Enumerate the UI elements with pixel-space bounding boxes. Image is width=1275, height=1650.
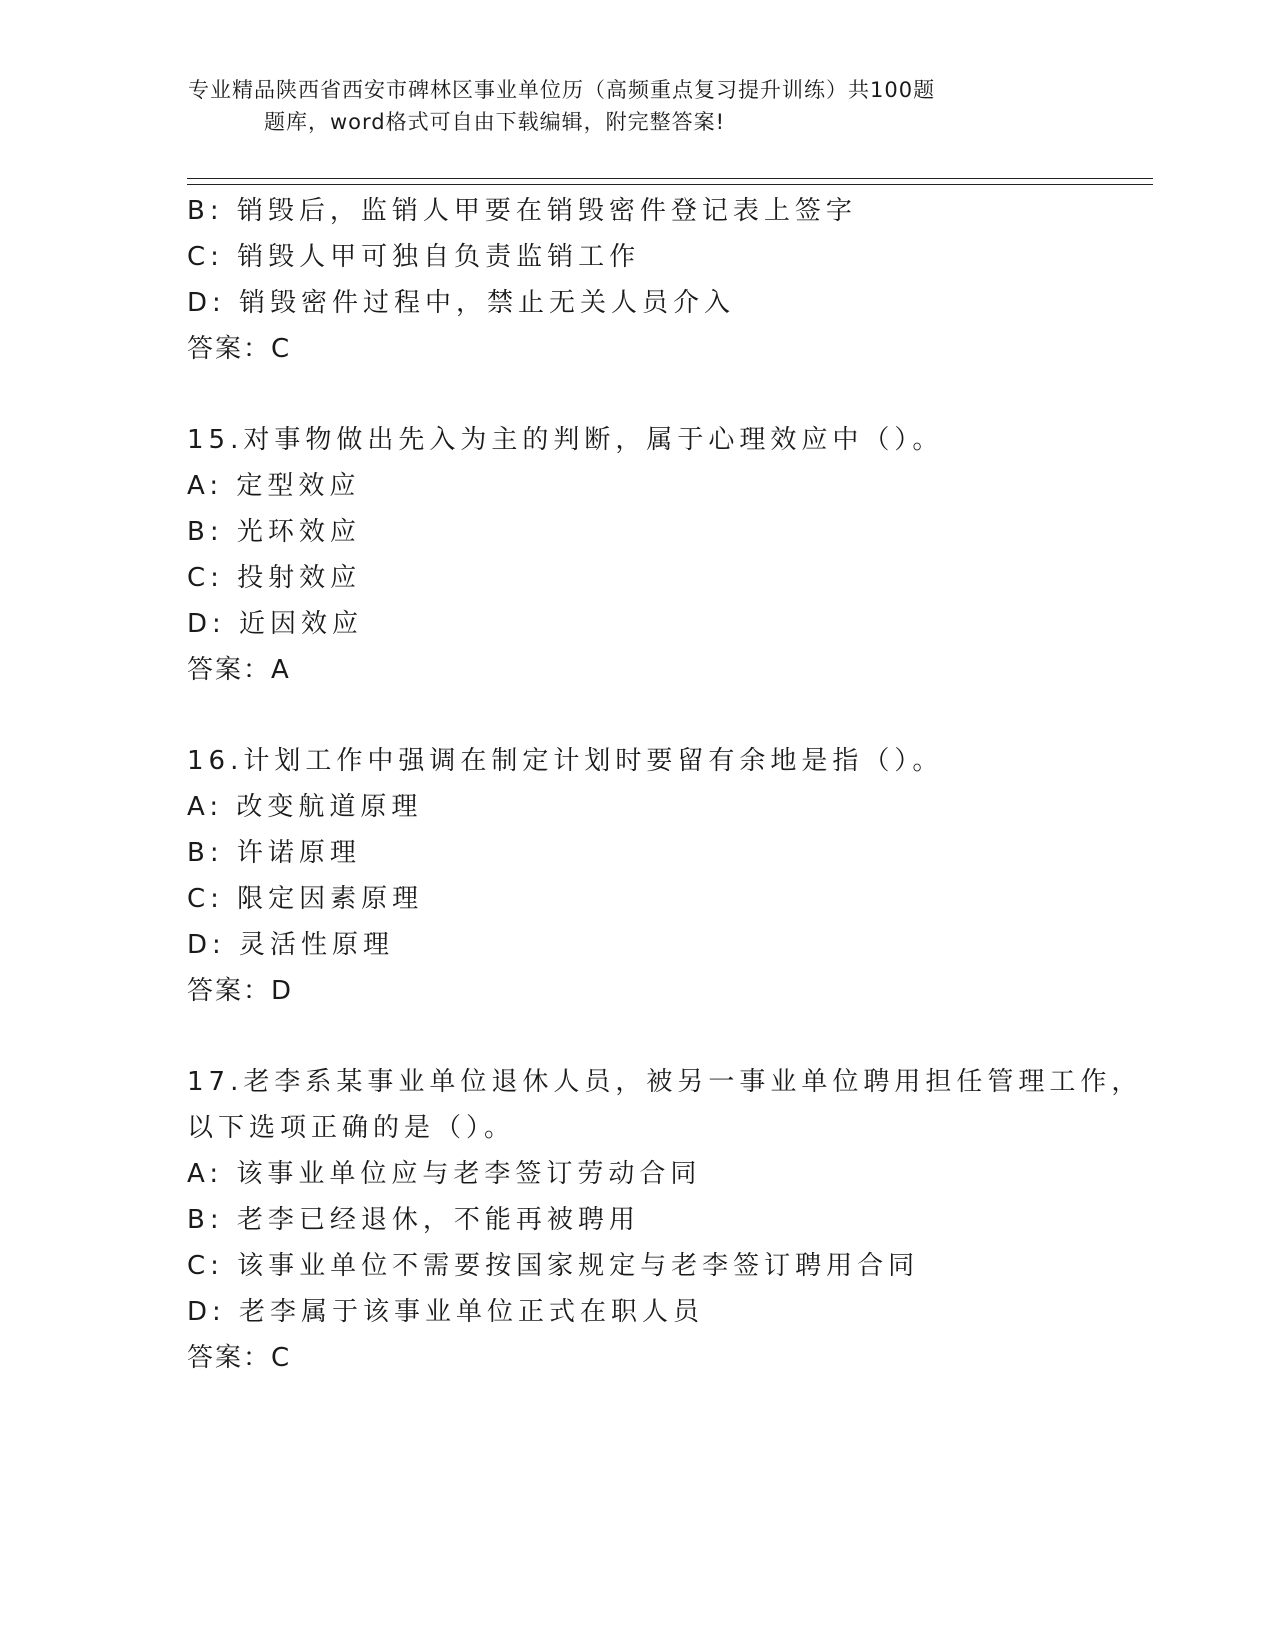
option-b: B: 许诺原理 [187, 838, 361, 868]
question-17 [187, 1059, 1147, 1381]
question-content [187, 188, 1147, 1381]
question-15 [187, 417, 1147, 693]
answer-line: 答案：D [187, 976, 294, 1006]
header-title-line-1: 专业精品陕西省西安市碑林区事业单位历（高频重点复习提升训练）共100题 [188, 78, 936, 102]
question-stem-line-1: 17.老李系某事业单位退休人员，被另一事业单位聘用担任管理工作， [187, 1067, 1143, 1097]
header-double-rule [187, 178, 1153, 185]
option-d: D: 灵活性原理 [187, 930, 395, 960]
option-c: C: 销毁人甲可独自负责监销工作 [187, 242, 641, 272]
question-stem: 16.计划工作中强调在制定计划时要留有余地是指（）。 [187, 746, 944, 776]
option-a: A: 改变航道原理 [187, 792, 423, 822]
option-b: B: 光环效应 [187, 517, 361, 547]
question-16 [187, 738, 1147, 1014]
option-d: D: 销毁密件过程中，禁止无关人员介入 [187, 288, 736, 318]
option-c: C: 该事业单位不需要按国家规定与老李签订聘用合同 [187, 1251, 920, 1281]
spacer [187, 693, 1147, 738]
spacer [187, 372, 1147, 417]
option-b: B: 老李已经退休，不能再被聘用 [187, 1205, 640, 1235]
option-c: C: 限定因素原理 [187, 884, 424, 914]
answer-line: 答案：A [187, 655, 291, 685]
option-d: D: 近因效应 [187, 609, 364, 639]
question-14-continued [187, 188, 1147, 372]
header-title-line-2: 题库，word格式可自由下载编辑，附完整答案! [264, 110, 726, 134]
option-a: A: 定型效应 [187, 471, 361, 501]
option-a: A: 该事业单位应与老李签订劳动合同 [187, 1159, 702, 1189]
question-stem: 15.对事物做出先入为主的判断，属于心理效应中（）。 [187, 425, 944, 455]
option-c: C: 投射效应 [187, 563, 362, 593]
question-stem-line-2: 以下选项正确的是（）。 [187, 1113, 516, 1143]
document-header [188, 74, 1088, 138]
spacer [187, 1014, 1147, 1059]
option-d: D: 老李属于该事业单位正式在职人员 [187, 1297, 705, 1327]
option-b: B: 销毁后，监销人甲要在销毁密件登记表上签字 [187, 196, 857, 226]
answer-line: 答案：C [187, 1343, 292, 1373]
answer-line: 答案：C [187, 334, 292, 364]
